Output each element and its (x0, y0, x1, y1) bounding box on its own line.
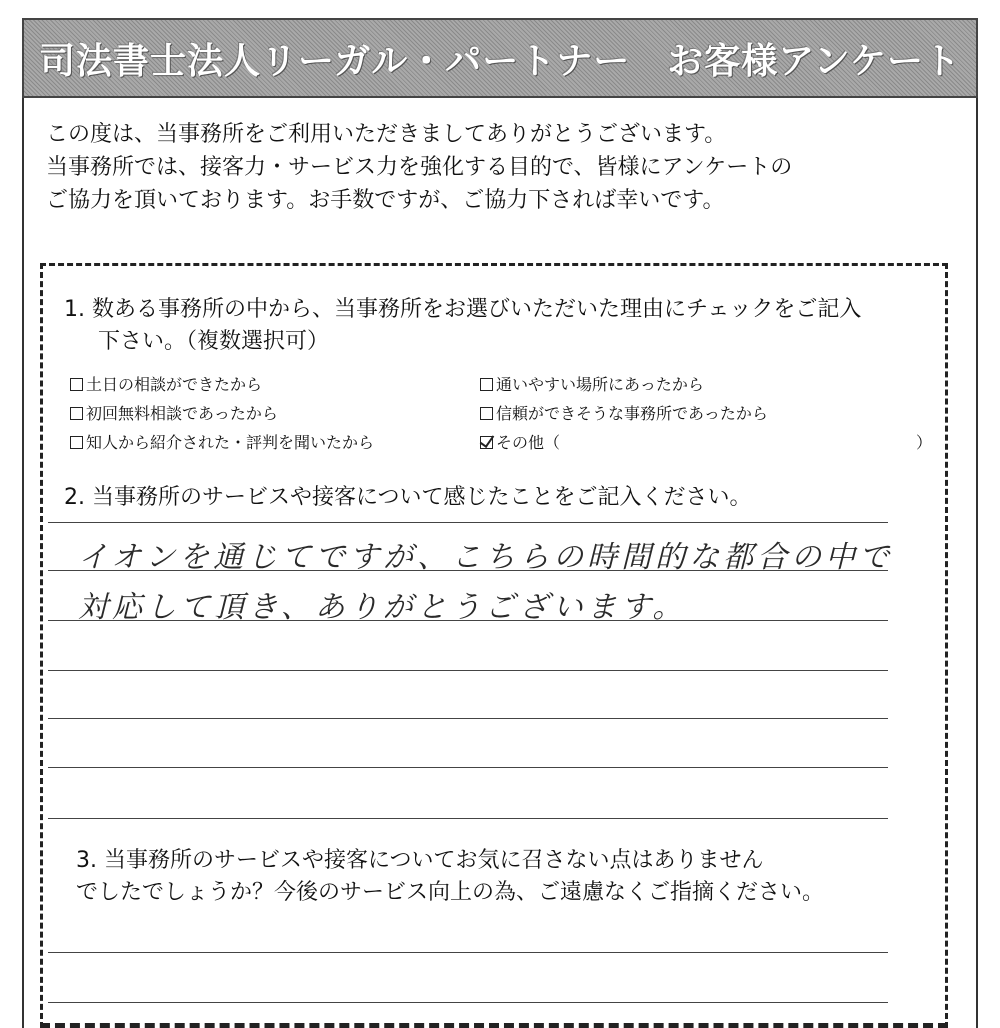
checkbox[interactable] (70, 436, 83, 449)
intro-line: ご協力を頂いております。お手数ですが、ご協力下されば幸いです。 (46, 188, 725, 213)
option-label: その他（ (496, 433, 561, 452)
answer-line (48, 767, 888, 768)
other-close-paren: ） (916, 433, 933, 452)
answer-line (48, 818, 888, 819)
option-free-first-consult[interactable] (70, 399, 480, 428)
option-label: 通いやすい場所にあったから (496, 375, 704, 394)
checkbox[interactable] (480, 407, 493, 420)
answer-line (48, 1002, 888, 1003)
question-3-line1: 3. 当事務所のサービスや接客についてお気に召さない点はありません (76, 848, 764, 873)
option-referral[interactable] (70, 428, 480, 457)
answer-line (48, 620, 888, 621)
checkbox[interactable] (480, 378, 493, 391)
question-1 (64, 294, 944, 358)
question-1-options (70, 370, 933, 457)
question-3-line2: でしたでしょうか？今後のサービス向上の為、ご遠慮なくご指摘ください。 (76, 880, 825, 905)
question-2: 2. 当事務所のサービスや接客について感じたことをご記入ください。 (64, 485, 752, 510)
handwritten-answer-line2: 対応して頂き、ありがとうございます。 (78, 590, 687, 625)
option-convenient-location[interactable] (480, 370, 704, 399)
title-bar (22, 18, 978, 98)
checkbox-checked[interactable] (480, 436, 493, 449)
question-1-line2: 下さい。（複数選択可） (98, 329, 330, 354)
option-label: 知人から紹介された・評判を聞いたから (86, 433, 375, 452)
question-1-line1: 1. 数ある事務所の中から、当事務所をお選びいただいた理由にチェックをご記入 (64, 297, 862, 322)
question-3 (76, 845, 936, 909)
option-trustworthy-office[interactable] (480, 399, 768, 428)
page-title: 司法書士法人リーガル・パートナー お客様アンケート (38, 40, 962, 82)
option-label: 初回無料相談であったから (86, 404, 278, 423)
handwritten-answer-line1: イオンを通じてですが、こちらの時間的な都合の中で (78, 540, 894, 575)
checkbox[interactable] (70, 407, 83, 420)
answer-line (48, 570, 888, 571)
checkbox[interactable] (70, 378, 83, 391)
option-other[interactable] (480, 428, 560, 457)
intro-line: 当事務所では、接客力・サービス力を強化する目的で、皆様にアンケートの (46, 155, 793, 180)
answer-line (48, 522, 888, 523)
intro-text (46, 118, 946, 217)
option-label: 土日の相談ができたから (86, 375, 263, 394)
answer-line (48, 670, 888, 671)
answer-line (48, 952, 888, 953)
intro-line: この度は、当事務所をご利用いただきましてありがとうございます。 (46, 122, 727, 147)
option-label: 信頼ができそうな事務所であったから (496, 404, 768, 423)
answer-line (48, 718, 888, 719)
option-weekend-consult[interactable] (70, 370, 480, 399)
